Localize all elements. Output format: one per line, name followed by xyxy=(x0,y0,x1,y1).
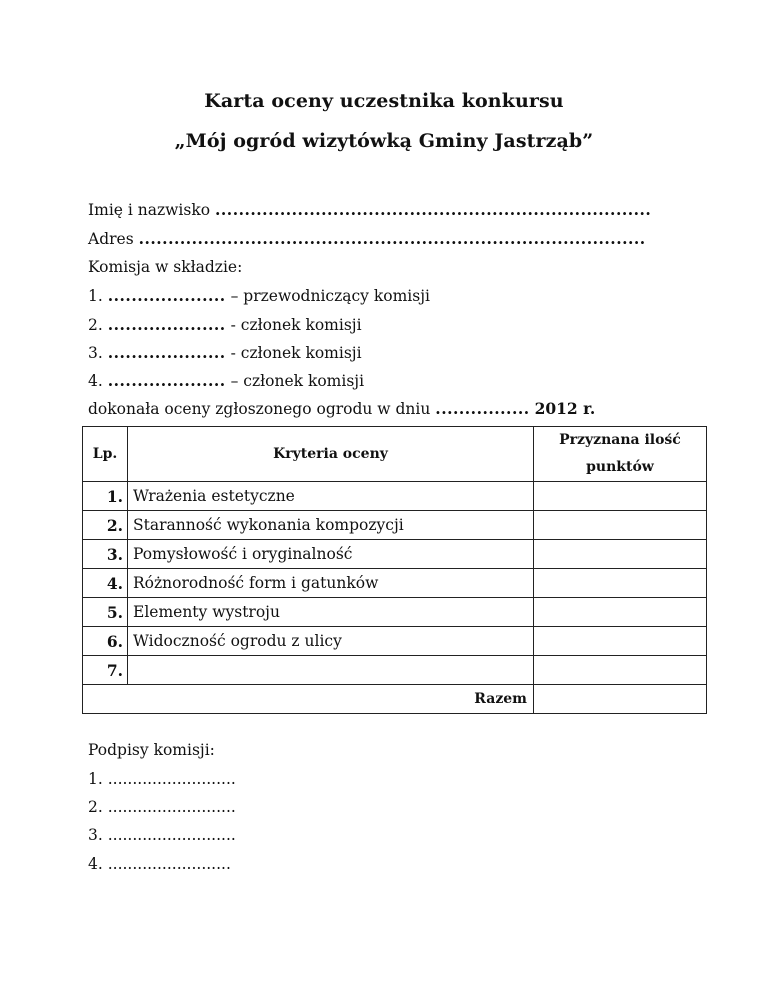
member-role: - członek komisji xyxy=(225,344,362,362)
points-cell[interactable] xyxy=(534,482,707,511)
table-row xyxy=(83,598,707,627)
row-number: 2. xyxy=(83,511,128,540)
row-number: 6. xyxy=(83,627,128,656)
evaluation-year: 2012 r. xyxy=(534,399,596,418)
signatures-label: Podpisy komisji: xyxy=(88,741,215,759)
member-dots: .................... xyxy=(107,371,226,390)
table-row xyxy=(83,569,707,598)
criteria-table xyxy=(82,426,707,714)
row-criterion: Wrażenia estetyczne xyxy=(128,482,534,511)
row-criterion: Pomysłowość i oryginalność xyxy=(128,540,534,569)
member-role: – członek komisji xyxy=(225,372,365,390)
member-dots: .................... xyxy=(107,286,226,305)
committee-label: Komisja w składzie: xyxy=(88,258,243,276)
name-dots: .......................................................................... xyxy=(215,200,652,219)
name-label: Imię i nazwisko xyxy=(88,201,211,219)
member-role: – przewodniczący komisji xyxy=(225,287,430,305)
table-row xyxy=(83,482,707,511)
signature-line-4[interactable]: 4. ......................... xyxy=(88,855,231,873)
evaluation-date-line[interactable] xyxy=(88,399,595,418)
total-label: Razem xyxy=(83,685,534,714)
points-cell[interactable] xyxy=(534,656,707,685)
row-number: 5. xyxy=(83,598,128,627)
address-dots: ...................................................................................... xyxy=(138,229,646,248)
member-number: 3. xyxy=(88,344,103,362)
table-row xyxy=(83,540,707,569)
member-number: 4. xyxy=(88,372,103,390)
address-label: Adres xyxy=(88,230,134,248)
row-criterion: Różnorodność form i gatunków xyxy=(128,569,534,598)
header-criteria: Kryteria oceny xyxy=(128,427,534,482)
row-criterion[interactable] xyxy=(128,656,534,685)
table-row xyxy=(83,627,707,656)
row-criterion: Widoczność ogrodu z ulicy xyxy=(128,627,534,656)
table-row xyxy=(83,656,707,685)
committee-member-2[interactable] xyxy=(88,315,362,334)
evaluation-date-dots: ................ xyxy=(435,399,530,418)
member-role: - członek komisji xyxy=(225,316,362,334)
points-cell[interactable] xyxy=(534,511,707,540)
header-lp: Lp. xyxy=(83,427,128,482)
signature-line-3[interactable]: 3. .......................... xyxy=(88,826,236,844)
committee-member-3[interactable] xyxy=(88,343,362,362)
points-cell[interactable] xyxy=(534,540,707,569)
table-row xyxy=(83,511,707,540)
row-number: 1. xyxy=(83,482,128,511)
row-criterion: Staranność wykonania kompozycji xyxy=(128,511,534,540)
points-cell[interactable] xyxy=(534,598,707,627)
signature-line-2[interactable]: 2. .......................... xyxy=(88,798,236,816)
contest-name: „Mój ogród wizytówką Gminy Jastrząb” xyxy=(174,130,594,152)
committee-member-1[interactable] xyxy=(88,286,430,305)
total-row xyxy=(83,685,707,714)
row-number: 4. xyxy=(83,569,128,598)
name-field[interactable] xyxy=(88,200,651,219)
total-points-cell[interactable] xyxy=(534,685,707,714)
points-cell[interactable] xyxy=(534,627,707,656)
points-cell[interactable] xyxy=(534,569,707,598)
row-number: 3. xyxy=(83,540,128,569)
row-number: 7. xyxy=(83,656,128,685)
table-header-row xyxy=(83,427,707,482)
evaluation-text: dokonała oceny zgłoszonego ogrodu w dniu xyxy=(88,400,431,418)
header-points-line1: Przyznana ilość xyxy=(559,432,681,448)
header-points-line2: punktów xyxy=(586,459,654,475)
header-points xyxy=(534,427,707,482)
member-number: 1. xyxy=(88,287,103,305)
row-criterion: Elementy wystroju xyxy=(128,598,534,627)
form-title: Karta oceny uczestnika konkursu xyxy=(204,90,564,112)
member-number: 2. xyxy=(88,316,103,334)
committee-member-4[interactable] xyxy=(88,371,364,390)
address-field[interactable] xyxy=(88,229,646,248)
member-dots: .................... xyxy=(107,315,226,334)
signature-line-1[interactable]: 1. .......................... xyxy=(88,770,236,788)
member-dots: .................... xyxy=(107,343,226,362)
